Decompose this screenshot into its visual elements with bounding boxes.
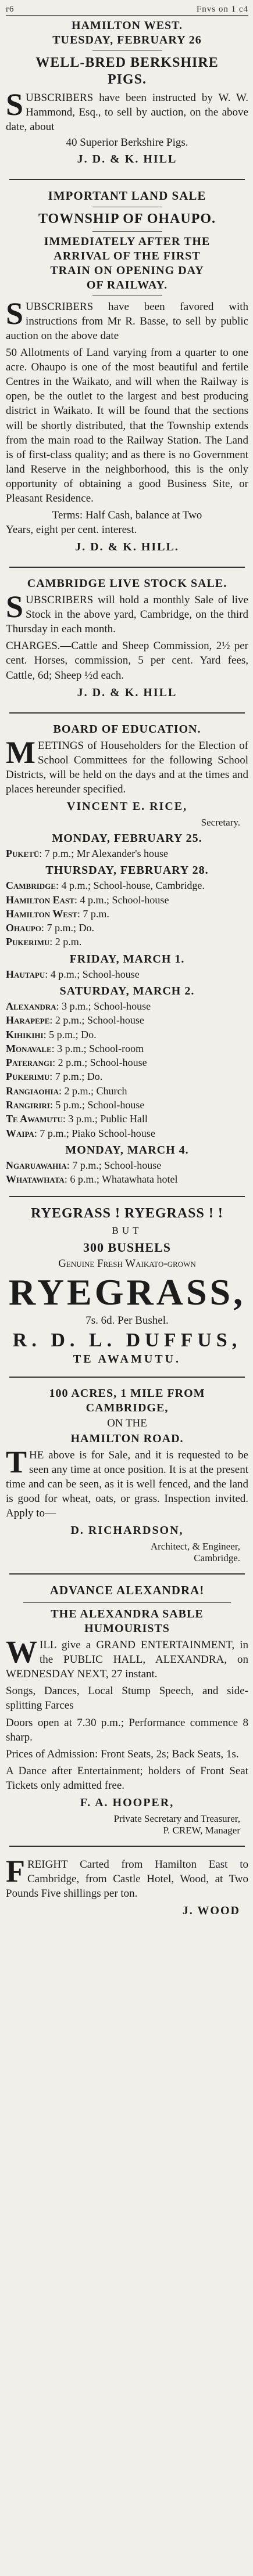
schedule-entry-detail: : 2 p.m.; Church — [59, 1085, 127, 1097]
ohaupo-township: TOWNSHIP OF OHAUPO. — [38, 211, 216, 227]
ohaupo-terms-1: Terms: Half Cash, balance at Two — [52, 509, 202, 521]
schedule-entry — [6, 1158, 248, 1172]
schedule-entry — [6, 1069, 248, 1083]
acres-body-text: HE above is for Sale, and it is requested to be seen any time at once position. It is at the present time and can be seen, as it is well fenced, and the land is good for wheat, oats, or grass. Inspection invited. Apply to— — [6, 1449, 248, 1519]
schedule-entry-detail: : 3 p.m.; Public Hall — [62, 1113, 148, 1125]
schedule-entry — [6, 878, 248, 892]
schedule-entry-place: Waipa — [6, 1127, 34, 1139]
masthead-left: r6 — [6, 4, 15, 14]
schedule-entry-place: Harapepe — [6, 1014, 50, 1026]
freight-signature: J. WOOD — [182, 1904, 240, 1918]
ryegrass-but: BUT — [112, 1225, 142, 1237]
divider — [23, 1602, 231, 1603]
schedule-entry-place: Cambridge — [6, 880, 56, 892]
schedule-entry — [6, 935, 248, 949]
ryegrass-description: Genuine Fresh Waikato-grown — [58, 1258, 196, 1270]
schedule-entry-place: Ngaruawahia — [6, 1159, 67, 1171]
schedule-entry-place: Whatawhata — [6, 1173, 65, 1186]
drop-cap: F — [6, 1853, 25, 1889]
ryegrass-word: RYEGRASS, — [8, 1271, 246, 1313]
schedule-entry-place: Rangiaohia — [6, 1085, 59, 1097]
cambridge-stock-charges: CHARGES.—Cattle and Sheep Commission, 2½ per cent. Horses, commission, 5 per cent. Yard fees, Cattle, 6d; Sheep ½d each. — [6, 640, 248, 682]
alexandra-signature-2: P. CREW, Manager — [163, 1824, 240, 1836]
divider — [9, 1377, 245, 1378]
schedule-entry-detail: : 3 p.m.; School-house — [56, 1000, 151, 1012]
acres-advert — [6, 1384, 248, 1568]
ryegrass-place: TE AWAMUTU. — [73, 1352, 181, 1366]
cambridge-stock-body — [6, 589, 248, 636]
ryegrass-price: 7s. 6d. Per Bushel. — [85, 1314, 169, 1327]
ryegrass-seller: R. D. L. DUFFUS, — [12, 1329, 242, 1351]
freight-advert — [6, 1853, 248, 1925]
hamilton-body — [6, 87, 248, 134]
masthead — [6, 3, 248, 16]
ohaupo-signature: J. D. & K. HILL. — [75, 541, 179, 554]
schedule-entry — [6, 1055, 248, 1069]
schedule-entry-detail: : 4 p.m.; School-house — [74, 894, 169, 906]
schedule-entry-detail: : 7 p.m.; Do. — [49, 1071, 103, 1083]
schedule-entry — [6, 921, 248, 935]
drop-cap: S — [6, 296, 24, 331]
alexandra-signature-1: F. A. HOOPER, — [80, 1796, 174, 1809]
schedule-entry-detail: : 4 p.m.; School-house, Cambridge. — [55, 880, 205, 892]
hamilton-signature: J. D. & K. HILL — [77, 152, 177, 165]
ohaupo-intro — [6, 296, 248, 343]
schedule-entry — [6, 1084, 248, 1098]
alexandra-doors: Doors open at 7.30 p.m.; Performance commence 8 sharp. — [6, 1716, 248, 1743]
schedule-entry-place: Hamilton East — [6, 894, 74, 906]
hamilton-body-text: UBSCRIBERS have been instructed by W. W. Hammond, Esq., to sell by auction, on the above date, about — [6, 91, 248, 133]
schedule-entry-place: Rangiriri — [6, 1099, 50, 1111]
hamilton-title: HAMILTON WEST. — [71, 19, 183, 32]
divider — [9, 567, 245, 568]
board-body-text: EETINGS of Householders for the Election of School Committees for the following School Districts, will be held on the days and at the times and places hereunder specified. — [6, 739, 248, 795]
schedule-entry-place: Pukerimu — [6, 1071, 50, 1083]
schedule-entry-detail: : 5 p.m.; School-house — [49, 1099, 145, 1111]
masthead-right: Fnvs on 1 c4 — [196, 4, 248, 14]
divider — [92, 231, 162, 232]
schedule-entry — [6, 846, 248, 860]
alexandra-heading-1: THE ALEXANDRA SABLE — [51, 1608, 204, 1621]
cambridge-stock-signature: J. D. & K. HILL — [77, 686, 177, 699]
alexandra-heading-2: HUMOURISTS — [84, 1622, 170, 1635]
schedule-entry-detail: : 3 p.m.; School-room — [51, 1042, 144, 1054]
schedule-entry-place: Te Awamutu — [6, 1113, 63, 1125]
schedule-entry-place: Ohaupo — [6, 922, 41, 934]
acres-signature-name: D. RICHARDSON, — [70, 1523, 184, 1537]
ohaupo-timing-4: OF RAILWAY. — [86, 278, 168, 291]
schedule-entry — [6, 1042, 248, 1055]
schedule-entry-detail: : 5 p.m.; Do. — [43, 1028, 97, 1040]
board-schedule — [6, 832, 248, 1187]
schedule-entry — [6, 1172, 248, 1186]
schedule-entry-detail: : 2 p.m.; School-house — [49, 1014, 144, 1026]
schedule-entry-detail: : 6 p.m.; Whatawhata hotel — [64, 1173, 178, 1186]
board-of-education-notice — [6, 719, 248, 1190]
schedule-entry-place: Pukerimu — [6, 936, 50, 948]
acres-signature-place: Cambridge. — [194, 1552, 240, 1563]
alexandra-prices: Prices of Admission: Front Seats, 2s; Back Seats, 1s. — [6, 1748, 239, 1760]
schedule-entry — [6, 907, 248, 921]
ohaupo-title: IMPORTANT LAND SALE — [48, 188, 206, 203]
cambridge-stock-advert — [6, 574, 248, 706]
ohaupo-terms — [6, 508, 248, 537]
acres-heading-2: CAMBRIDGE, — [85, 1401, 169, 1414]
schedule-entry-detail: : 4 p.m.; School-house — [45, 968, 140, 980]
hamilton-date: TUESDAY, FEBRUARY 26 — [52, 34, 202, 46]
divider — [9, 1573, 245, 1575]
schedule-entry — [6, 967, 248, 981]
schedule-day-heading: THURSDAY, FEBRUARY 28. — [45, 864, 209, 877]
schedule-entry-place: Alexandra — [6, 1000, 56, 1012]
board-secretary-role: Secretary. — [201, 816, 240, 828]
divider — [9, 179, 245, 180]
acres-heading-1: 100 ACRES, 1 MILE FROM — [49, 1386, 205, 1400]
hamilton-heading-1: WELL-BRED BERKSHIRE — [35, 55, 219, 70]
ohaupo-body: 50 Allotments of Land varying from a quarter to one acre. Ohaupo is one of the most beautiful and fertile Centres in the Waikato, and will when the Railway is open, be the outlet to the largest and best producing district in Waikato. It will be found that the sections will be shortly distributed, that the Township extends from the main road to the Railway Station. The Land is of first-class quality; and as there is no Government land Reserve in the neighborhood, this is the only opportunity of obtaining a good Business Site, or Pleasant Residence. — [6, 347, 248, 505]
drop-cap: W — [6, 1634, 37, 1670]
alexandra-program: Songs, Dances, Local Stump Speech, and side-splitting Farces — [6, 1685, 248, 1712]
schedule-entry — [6, 1098, 248, 1112]
divider — [9, 712, 245, 714]
board-secretary-name: VINCENT E. RICE, — [66, 799, 188, 813]
divider — [9, 1846, 245, 1847]
cambridge-stock-text: UBSCRIBERS will hold a monthly Sale of live Stock in the above yard, Cambridge, on the third Thursday in each month. — [6, 594, 248, 636]
schedule-day-heading: MONDAY, FEBRUARY 25. — [52, 831, 202, 845]
ohaupo-timing-1: IMMEDIATELY AFTER THE — [44, 235, 211, 248]
schedule-entry — [6, 1112, 248, 1126]
board-body — [6, 734, 248, 797]
divider — [9, 1196, 245, 1197]
drop-cap: M — [6, 734, 35, 770]
schedule-entry — [6, 1126, 248, 1140]
schedule-day-heading: MONDAY, MARCH 4. — [65, 1143, 189, 1157]
board-title: BOARD OF EDUCATION. — [53, 722, 201, 736]
schedule-entry-place: Monavale — [6, 1042, 52, 1054]
acres-signature-role: Architect, & Engineer, — [150, 1540, 240, 1552]
freight-body — [6, 1853, 248, 1901]
alexandra-signature-1-role: Private Secretary and Treasurer, — [113, 1813, 240, 1824]
ryegrass-advert — [6, 1203, 248, 1371]
schedule-entry-place: Kihikihi — [6, 1028, 44, 1040]
alexandra-dance: A Dance after Entertainment; holders of Front Seat Tickets only admitted free. — [6, 1764, 248, 1792]
schedule-entry — [6, 893, 248, 907]
schedule-entry-detail: : 7 p.m.; Piako School-house — [34, 1127, 155, 1139]
ohaupo-terms-2: Years, eight per cent. interest. — [6, 524, 137, 536]
hamilton-west-advert — [6, 16, 248, 173]
ohaupo-intro-text: UBSCRIBERS have been favored with instructions from Mr R. Basse, to sell by public auction on the above date — [6, 300, 248, 343]
alexandra-body — [6, 1634, 248, 1681]
schedule-day-heading: FRIDAY, MARCH 1. — [69, 952, 185, 965]
drop-cap: T — [6, 1444, 27, 1479]
schedule-entry — [6, 1028, 248, 1042]
schedule-entry-detail: : 2 p.m.; School-house — [52, 1057, 147, 1069]
alexandra-advert — [6, 1580, 248, 1840]
ohaupo-timing-2: ARRIVAL OF THE FIRST — [54, 249, 201, 262]
schedule-day-heading: SATURDAY, MARCH 2. — [59, 984, 195, 997]
alexandra-body-text: ILL give a GRAND ENTERTAINMENT, in the PUBLIC HALL, ALEXANDRA, on WEDNESDAY NEXT, 27 instant. — [6, 1639, 248, 1681]
schedule-entry-place: Paterangi — [6, 1057, 53, 1069]
ryegrass-quantity: 300 BUSHELS — [83, 1240, 171, 1255]
freight-body-text: REIGHT Carted from Hamilton East to Cambridge, from Castle Hotel, Wood, at Two Pounds Five shillings per ton. — [6, 1858, 248, 1900]
schedule-entry-detail: : 7 p.m.; Do. — [41, 922, 94, 934]
drop-cap: S — [6, 87, 24, 122]
schedule-entry-detail: : 7 p.m. — [77, 907, 109, 920]
schedule-entry-detail: : 7 p.m.; School-house — [66, 1159, 162, 1171]
cambridge-stock-title: CAMBRIDGE LIVE STOCK SALE. — [27, 577, 227, 590]
schedule-entry — [6, 1013, 248, 1027]
acres-body — [6, 1444, 248, 1521]
schedule-entry-detail: : 7 p.m.; Mr Alexander's house — [39, 847, 168, 859]
schedule-entry-place: Hautapu — [6, 968, 45, 980]
hamilton-heading-2: PIGS. — [107, 71, 147, 87]
drop-cap: S — [6, 589, 24, 625]
schedule-entry — [6, 999, 248, 1013]
ohaupo-timing-3: TRAIN ON OPENING DAY — [50, 264, 204, 277]
ryegrass-title: RYEGRASS ! RYEGRASS ! ! — [31, 1205, 223, 1221]
acres-heading-3: ON THE — [107, 1417, 147, 1429]
acres-heading-4: HAMILTON ROAD. — [70, 1432, 184, 1445]
schedule-entry-detail: : 2 p.m. — [49, 936, 82, 948]
schedule-entry-place: Puketü — [6, 847, 40, 859]
schedule-entry-place: Hamilton West — [6, 907, 77, 920]
hamilton-item: 40 Superior Berkshire Pigs. — [66, 136, 188, 149]
alexandra-title: ADVANCE ALEXANDRA! — [49, 1583, 205, 1597]
ohaupo-advert — [6, 186, 248, 561]
